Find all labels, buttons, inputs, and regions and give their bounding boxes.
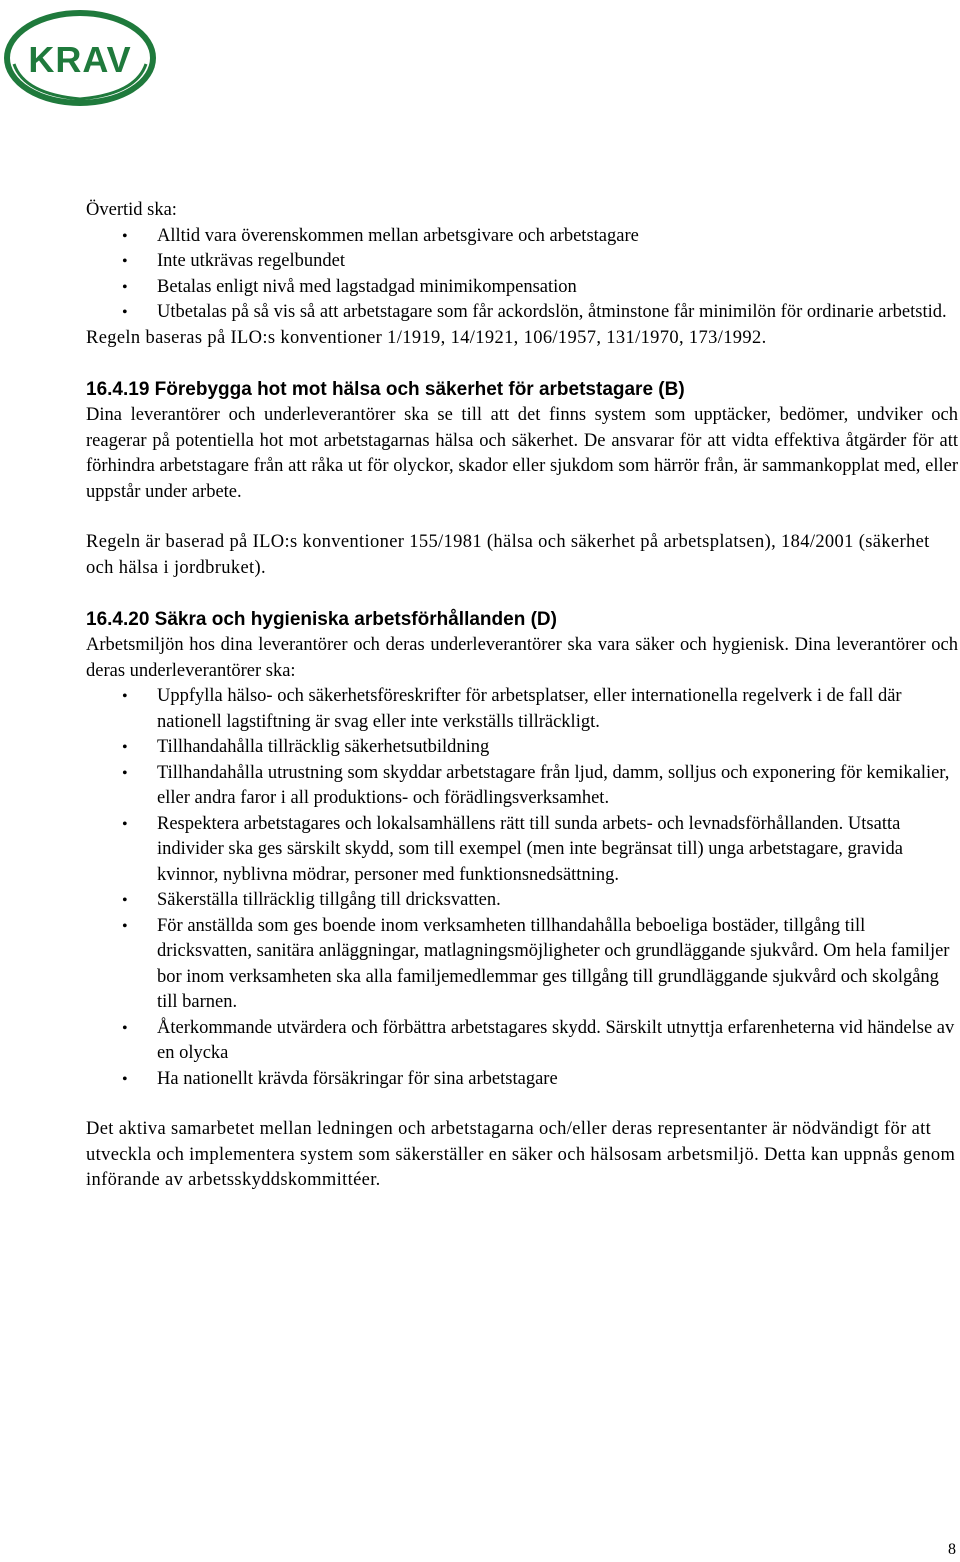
- bullet-icon: •: [122, 227, 128, 245]
- section-20-intro: Arbetsmiljön hos dina leverantörer och deras underleverantörer ska vara säker och hygienisk. Dina leverantörer och deras underleverantörer ska:: [86, 635, 958, 681]
- overtime-list: [86, 224, 958, 326]
- overtime-intro: Övertid ska:: [86, 200, 177, 220]
- list-item: [86, 735, 958, 761]
- list-item: [86, 224, 958, 250]
- list-item-text: Alltid vara överenskommen mellan arbetsgivare och arbetstagare: [157, 225, 639, 246]
- list-item-text: För anställda som ges boende inom verksamheten tillhandahålla beboeliga bostäder, tillgång till dricksvatten, sanitära anläggningar, matlagningsmöjligheter och grundläggande sjukvård. Om hela familjer bor inom verksamheten ska alla familjemedlemmar ges tillgång till grundläggande sjukvård och skolgång till barnen.: [157, 915, 950, 1012]
- list-item: [86, 684, 958, 735]
- list-item: [86, 1067, 958, 1093]
- list-item-text: Inte utkrävas regelbundet: [157, 251, 346, 271]
- krav-logo: [4, 6, 156, 106]
- list-item: [86, 1016, 958, 1067]
- list-item: [86, 761, 958, 812]
- bullet-icon: •: [122, 304, 128, 321]
- list-item: [86, 249, 958, 275]
- list-item-text: Återkommande utvärdera och förbättra arbetstagares skydd. Särskilt utnyttja erfarenheterna vid händelse av en olycka: [157, 1017, 955, 1063]
- list-item-text: Ha nationellt krävda försäkringar för sina arbetstagare: [157, 1068, 558, 1089]
- list-item: [86, 812, 958, 889]
- page-number: 8: [948, 1541, 956, 1558]
- list-item: [86, 914, 958, 1016]
- bullet-icon: •: [122, 1019, 128, 1037]
- list-item: [86, 888, 958, 914]
- list-item-text: Uppfylla hälso- och säkerhetsföreskrifter för arbetsplatser, eller internationella regelverk i de fall där nationell lagstiftning är svag eller inte verkställs tillräckligt.: [157, 686, 902, 732]
- bullet-icon: •: [122, 815, 128, 833]
- list-item: [86, 300, 958, 326]
- section-19-heading: 16.4.19 Förebygga hot mot hälsa och säkerhet för arbetstagare (B): [86, 379, 685, 400]
- bullet-icon: •: [122, 892, 128, 909]
- bullet-icon: •: [122, 917, 128, 935]
- section-20-heading: 16.4.20 Säkra och hygieniska arbetsförhållanden (D): [86, 609, 557, 630]
- list-item-text: Utbetalas på så vis så att arbetstagare som får ackordslön, åtminstone får minimilön för ordinarie arbetstid.: [157, 302, 947, 322]
- section-19-rule: Regeln är baserad på ILO:s konventioner 155/1981 (hälsa och säkerhet på arbetsplatsen), 184/2001 (säkerhet och hälsa i jordbruket).: [86, 532, 930, 578]
- bullet-icon: •: [122, 253, 128, 270]
- list-item-text: Respektera arbetstagares och lokalsamhällens rätt till sunda arbets- och levnadsförhållanden. Utsatta individer ska ges särskilt skydd, som till exempel (men inte begränsat till) unga arbetstagare, gravida kvinnor, nyblivna mödrar, personer med funktionsnedsättning.: [157, 813, 903, 885]
- list-item-text: Tillhandahålla tillräcklig säkerhetsutbildning: [157, 737, 490, 757]
- krav-logo-text: KRAV: [28, 39, 132, 80]
- section-20-list: [86, 684, 958, 1092]
- list-item: [86, 275, 958, 301]
- list-item-text: Betalas enligt nivå med lagstadgad minimikompensation: [157, 276, 577, 297]
- section-20-closing: Det aktiva samarbetet mellan ledningen och arbetstagarna och/eller deras representanter är nödvändigt för att utveckla och implementera system som säkerställer en säker och hälsosam arbetsmiljö. Detta kan uppnås genom införande av arbetsskyddskommittéer.: [86, 1119, 956, 1190]
- bullet-icon: •: [122, 764, 128, 782]
- bullet-icon: •: [122, 1070, 128, 1088]
- document-body: [86, 198, 958, 1194]
- list-item-text: Säkerställa tillräcklig tillgång till dricksvatten.: [157, 890, 501, 910]
- bullet-icon: •: [122, 688, 128, 705]
- overtime-rule: Regeln baseras på ILO:s konventioner 1/1919, 14/1921, 106/1957, 131/1970, 173/1992.: [86, 327, 767, 348]
- list-item-text: Tillhandahålla utrustning som skyddar arbetstagare från ljud, damm, solljus och exponering för kemikalier, eller andra faror i all produktions- och förädlingsverksamhet.: [157, 762, 950, 808]
- bullet-icon: •: [122, 739, 128, 756]
- section-19-body: Dina leverantörer och underleverantörer ska se till att det finns system som upptäcker, bedömer, undviker och reagerar på potentiella hot mot arbetstagarnas hälsa och säkerhet. De ansvarar för att vidta effektiva åtgärder för att förhindra arbetstagare från att råka ut för olyckor, skador eller sjukdom som härrör från, är sammankopplat med, eller uppstår under arbete.: [86, 405, 958, 502]
- bullet-icon: •: [122, 278, 128, 296]
